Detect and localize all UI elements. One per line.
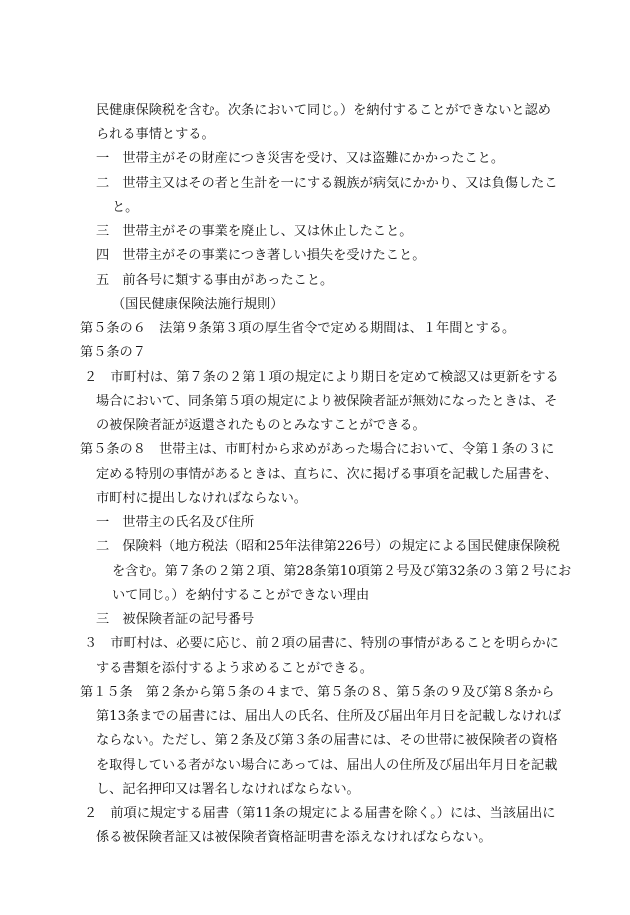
list-item: 一 世帯主の氏名及び住所 [96, 515, 255, 530]
paragraph-line: ２ 市町村は、第７条の２第１項の規定により期日を定めて検認又は更新をする [84, 370, 559, 385]
article-heading: 第５条の７ [80, 345, 146, 360]
section-heading: （国民健康保険法施行規則） [112, 297, 284, 312]
list-item: 一 世帯主がその財産につき災害を受け、又は盗難にかかったこと。 [96, 151, 505, 166]
article-line: 第１５条 第２条から第５条の４まで、第５条の８、第５条の９及び第８条から [80, 685, 555, 700]
list-item: 三 被保険者証の記号番号 [96, 612, 255, 627]
text-line: 定める特別の事情があるときは、直ちに、次に掲げる事項を記載した届書を、 [96, 467, 558, 482]
list-item-continuation: いて同じ。）を納付することができない理由 [112, 588, 370, 603]
text-line: 場合において、同条第５項の規定により被保険者証が無効になったときは、そ [96, 394, 558, 409]
text-line: 第13条までの届書には、届出人の氏名、住所及び届出年月日を記載しなければ [96, 709, 562, 724]
paragraph-line: ２ 前項に規定する届書（第11条の規定による届書を除く。）には、当該届出に [84, 806, 556, 821]
text-line: 民健康保険税を含む。次条において同じ。）を納付することができないと認め [96, 103, 551, 118]
text-line: られる事情とする。 [96, 127, 215, 142]
text-line: ならない。ただし、第２条及び第３条の届書には、その世帯に被保険者の資格 [96, 733, 558, 748]
list-item-continuation: と。 [112, 200, 139, 215]
text-line: 市町村に提出しなければならない。 [96, 491, 307, 506]
article-line: 第５条の８ 世帯主は、市町村から求めがあった場合において、令第１条の３に [80, 442, 555, 457]
paragraph-line: ３ 市町村は、必要に応じ、前２項の届書に、特別の事情があることを明らかに [84, 636, 559, 651]
list-item: 二 世帯主又はその者と生計を一にする親族が病気にかかり、又は負傷したこ [96, 176, 558, 191]
text-line: し、記名押印又は署名しなければならない。 [96, 782, 360, 797]
list-item: 四 世帯主がその事業につき著しい損失を受けたこと。 [96, 248, 426, 263]
text-line: 係る被保険者証又は被保険者資格証明書を添えなければならない。 [96, 830, 492, 845]
text-line: を取得している者がない場合にあっては、届出人の住所及び届出年月日を記載 [96, 758, 558, 773]
list-item: 五 前各号に類する事由があったこと。 [96, 273, 334, 288]
list-item-continuation: を含む。第７条の２第２項、第28条第10項第２号及び第32条の３第２号にお [112, 564, 572, 579]
text-line: の被保険者証が返還されたものとみなすことができる。 [96, 418, 426, 433]
list-item: 三 世帯主がその事業を廃止し、又は休止したこと。 [96, 224, 413, 239]
list-item: 二 保険料（地方税法（昭和25年法律第226号）の規定による国民健康保険税 [96, 539, 560, 554]
article-line: 第５条の６ 法第９条第３項の厚生省令で定める期間は、１年間とする。 [80, 321, 516, 336]
text-line: する書類を添付するよう求めることができる。 [96, 661, 373, 676]
